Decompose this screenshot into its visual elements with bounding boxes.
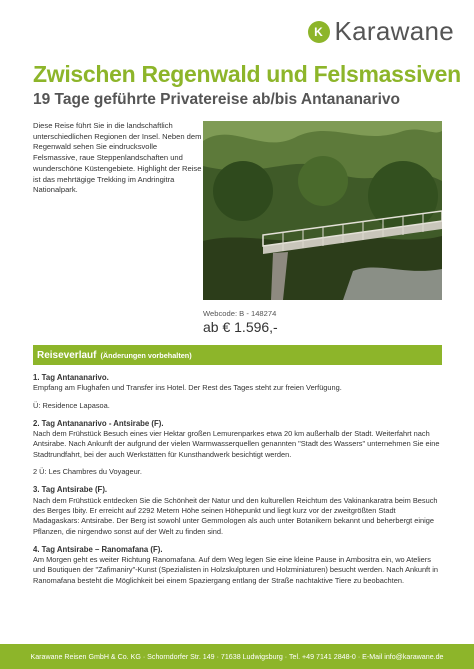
itinerary: [33, 373, 442, 594]
intro-text: Diese Reise führt Sie in die landschaftlich unterschiedlichen Regionen der Insel. Neben dem Regenwald sehen Sie eindrucksvolle Felsmassive, raue Steppenlandschaften und wunderschöne Küstengebiete. Highlight der Reise ist das mehrtägige Trekking im Andringitra Nationalpark.: [33, 121, 202, 195]
day-item: [33, 373, 442, 411]
day-text: Empfang am Flughafen und Transfer ins Hotel. Der Rest des Tages steht zur freien Verfügung.: [33, 383, 342, 393]
brand-logo: [308, 16, 454, 47]
page-subtitle: 19 Tage geführte Privatereise ab/bis Antananarivo: [33, 91, 400, 108]
day-hotel: 2 Ü: Les Chambres du Voyageur.: [33, 467, 142, 477]
logo-icon: K: [308, 21, 330, 43]
section-bar-reiseverlauf: [33, 345, 442, 365]
brand-name: Karawane: [334, 16, 454, 46]
day-title: 3. Tag Antsirabe (F).: [33, 485, 108, 495]
price: ab € 1.596,-: [203, 319, 278, 335]
day-text: Nach dem Frühstück entdecken Sie die Schönheit der Natur und den kulturellen Reichtum des Vakinankaratra beim Besuch des Berges Ibity. Er erreicht auf 2292 Metern Höhe seinen Höhepunkt und liegt kurz vor der zweitgrößten Stadt Madagaskars: Antsirabe. Der Berg ist sowohl unter Gemmologen als auch unter Botanikern bekannt und beherbergt einige Pflanzen, die nirgendwo sonst auf der Welt zu finden sind.: [33, 495, 438, 536]
day-title: 2. Tag Antananarivo - Antsirabe (F).: [33, 418, 164, 428]
section-heading: Reiseverlauf: [37, 349, 97, 361]
page-title: Zwischen Regenwald und Felsmassiven: [33, 61, 461, 87]
day-item: [33, 419, 442, 477]
footer: Karawane Reisen GmbH & Co. KG · Schorndorfer Str. 149 · 71638 Ludwigsburg · Tel. +49 7141 2848-0 · E-Mail info@karawane.de: [0, 644, 474, 669]
bridge-photo: [203, 121, 442, 300]
day-title: 4. Tag Antsirabe – Ranomafana (F).: [33, 544, 163, 554]
webcode: Webcode: B - 148274: [203, 309, 277, 318]
day-hotel: Ü: Residence Lapasoa.: [33, 400, 110, 410]
day-text: Nach dem Frühstück Besuch eines vier Hektar großen Lemurenparkes etwa 20 km außerhalb der Stadt. Weiterfahrt nach Antsirabe. Nach Ankunft der aufgrund der vielen Warmwasserquellen genannten "Stadt des Wassers" unternehmen Sie eine Stadtrundfahrt, bei der auch Werkstätten für Kunsthandwerk besichtigt werden.: [33, 429, 440, 459]
day-title: 1. Tag Antananarivo.: [33, 373, 109, 382]
day-item: [33, 545, 442, 586]
day-text: Am Morgen geht es weiter Richtung Ranomafana. Auf dem Weg legen Sie eine kleine Pause in Ambositra ein, wo Ateliers und Boutiquen der "Zafimaniry"-Kunst (Spezialisten in Holzskulpturen und Holzminiaturen) besucht werden. Nach Ankunft in Ranomafana besteht die Möglichkeit bei einem Spaziergang entlang der Straße nachtaktive Tiere zu beobachten.: [33, 555, 438, 585]
section-note: (Änderungen vorbehalten): [100, 350, 192, 360]
day-item: [33, 485, 442, 536]
